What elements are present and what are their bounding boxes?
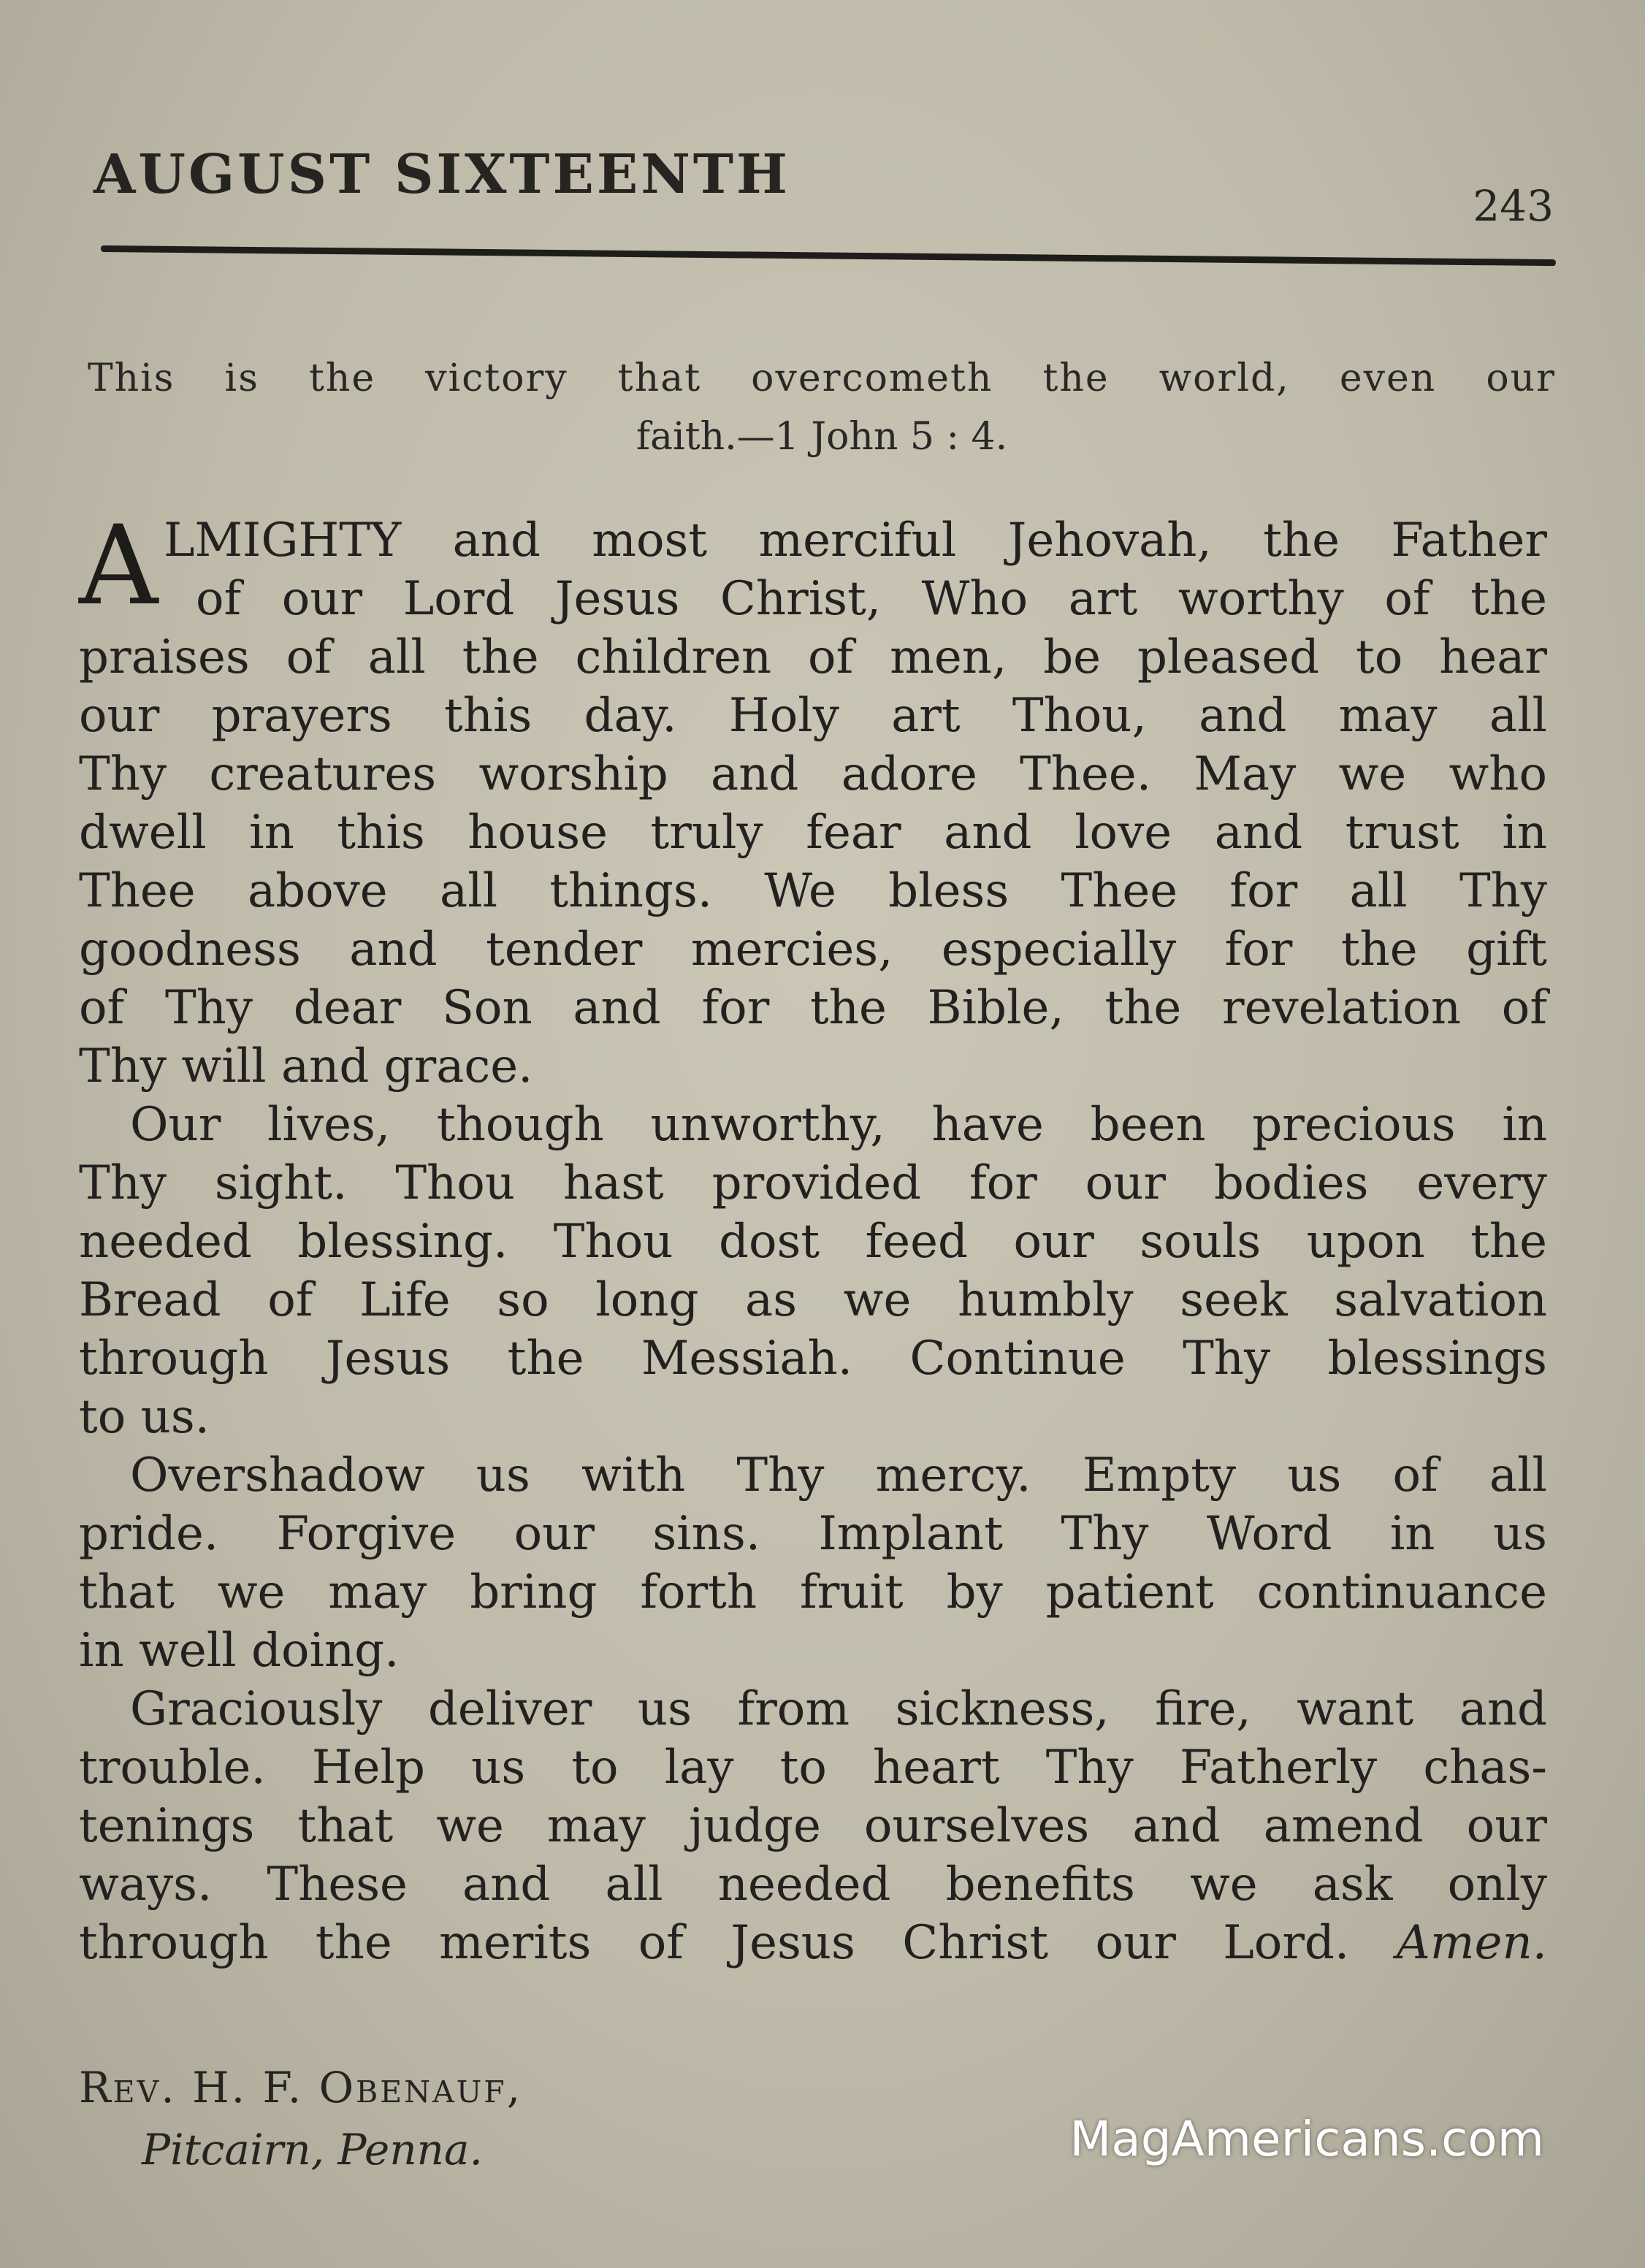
prayer-line: goodness and tender mercies, especially for the gift [79,923,1547,977]
epigraph-line-1: This is the victory that overcometh the world, even our [88,356,1556,400]
prayer-line: in well doing. [79,1624,400,1678]
prayer-line: our prayers this day. Holy art Thou, and may all [79,689,1547,743]
prayer-line-final [79,1914,1547,1972]
prayer-line: dwell in this house truly fear and love and trust in [79,806,1547,860]
prayer-line: needed blessing. Thou dost feed our souls upon the [79,1215,1547,1269]
epigraph [88,349,1556,466]
prayer-line: trouble. Help us to lay to heart Thy Fatherly chas- [79,1741,1547,1795]
header-rule [101,245,1556,266]
prayer-line-final-text: through the merits of Jesus Christ our Lord. [79,1916,1350,1970]
prayer-line: that we may bring forth fruit by patient continuance [79,1565,1547,1619]
prayer-line: Thee above all things. We bless Thee for all Thy [79,864,1547,918]
prayer-line: Overshadow us with Thy mercy. Empty us of all [130,1448,1547,1503]
prayer-line: tenings that we may judge ourselves and amend our [79,1799,1547,1853]
prayer-line: of Thy dear Son and for the Bible, the revelation of [79,981,1547,1035]
drop-cap: A [79,503,159,630]
prayer-line: Graciously deliver us from sickness, fire, want and [130,1682,1547,1736]
signature-place: Pitcairn, Penna. [142,2125,483,2175]
prayer-line: Our lives, though unworthy, have been precious in [130,1098,1547,1152]
signature-name: Rev. H. F. Obenauf, [79,2063,523,2112]
prayer-line: through Jesus the Messiah. Continue Thy blessings [79,1332,1547,1386]
page-title: AUGUST SIXTEENTH [93,143,790,206]
prayer-text [79,503,1548,1972]
prayer-line: Thy sight. Thou hast provided for our bodies every [79,1156,1547,1210]
amen: Amen. [1396,1916,1548,1970]
prayer-line: of our Lord Jesus Christ, Who art worthy of the [196,572,1547,626]
prayer-line: pride. Forgive our sins. Implant Thy Word in us [79,1507,1547,1561]
prayer-line: praises of all the children of men, be pleased to hear [79,630,1547,684]
prayer-line: LMIGHTY and most merciful Jehovah, the Father [164,513,1547,568]
watermark: MagAmericans.com [1069,2111,1544,2167]
prayer-line: Thy will and grace. [79,1039,533,1093]
prayer-line: Thy creatures worship and adore Thee. May we who [79,747,1547,801]
signature [79,2058,522,2183]
prayer-line: Bread of Life so long as we humbly seek salvation [79,1273,1547,1327]
epigraph-line-2: faith.—1 John 5 : 4. [636,415,1008,459]
prayer-line: ways. These and all needed benefits we ask only [79,1857,1547,1912]
prayer-line: to us. [79,1390,210,1444]
page-number: 243 [1473,181,1554,231]
